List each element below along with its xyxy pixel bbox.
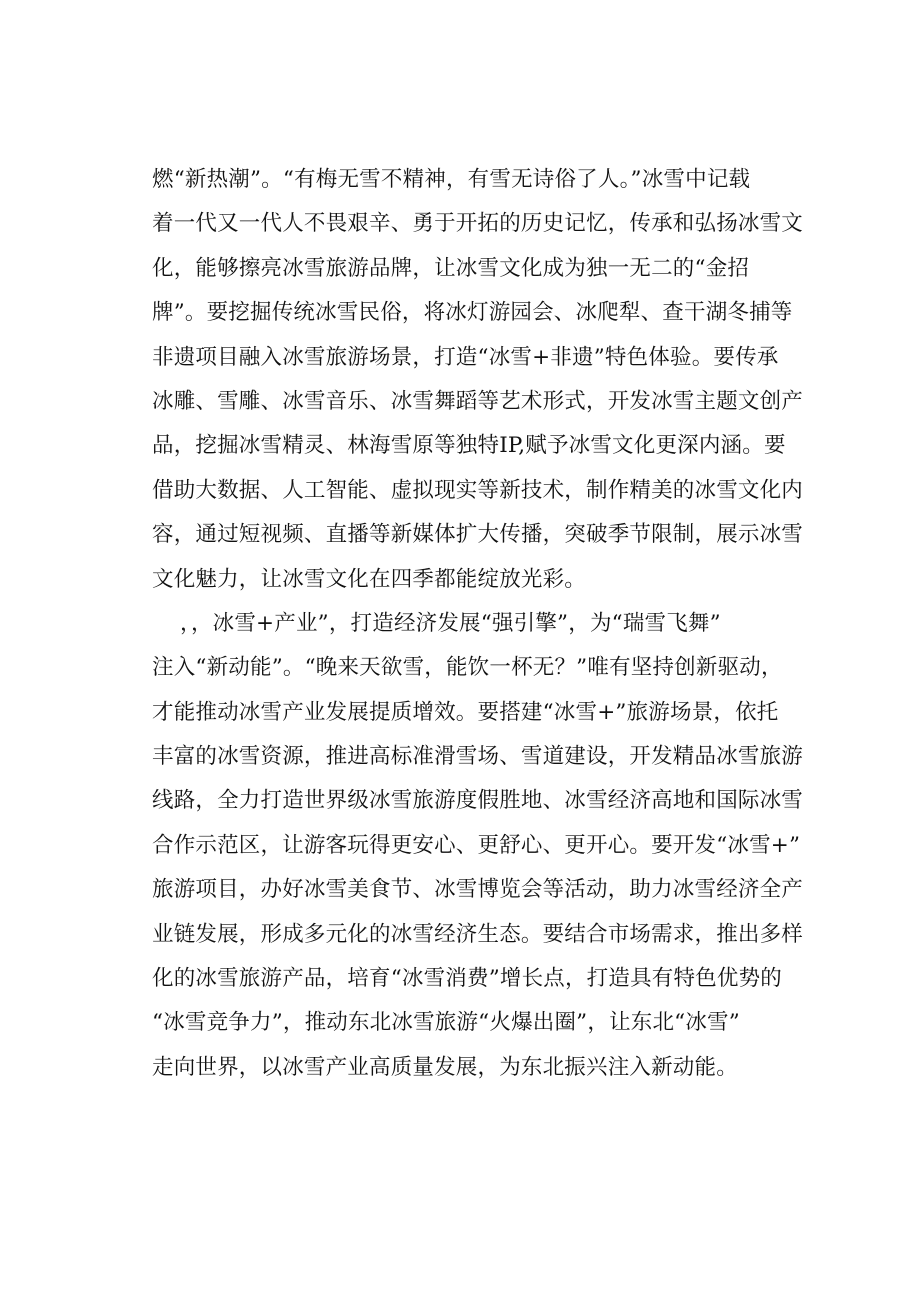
text-line: 借助大数据、人工智能、虚拟现实等新技术，制作精美的冰雪文化内	[152, 477, 804, 503]
text-line: 容，通过短视频、直播等新媒体扩大传播，突破季节限制，展示冰雪	[152, 522, 804, 548]
text-line: 合作示范区，让游客玩得更安心、更舒心、更开心。要开发“冰雪+”	[152, 832, 801, 858]
text-line: 非遗项目融入冰雪旅游场景，打造“冰雪+非遗”特色体验。要传承	[152, 344, 779, 370]
text-line: 业链发展，形成多元化的冰雪经济生态。要结合市场需求，推出多样	[152, 921, 804, 947]
text-line-first: ，，冰雪+产业”，打造经济发展“强引擎”，为“瑞雪飞舞”	[180, 610, 721, 636]
paragraph-ice-snow-industry	[152, 602, 812, 1090]
text-line: 丰富的冰雪资源，推进高标准滑雪场、雪道建设，开发精品冰雪旅游	[152, 744, 804, 770]
text-line: 走向世界，以冰雪产业高质量发展，为东北振兴注入新动能。	[152, 1054, 738, 1080]
text-line: 冰雕、雪雕、冰雪音乐、冰雪舞蹈等艺术形式，开发冰雪主题文创产	[152, 388, 804, 414]
text-line: 才能推动冰雪产业发展提质增效。要搭建“冰雪+”旅游场景，依托	[152, 699, 779, 725]
text-line: “冰雪竞争力”，推动东北冰雪旅游“火爆出圈”，让东北“冰雪”	[152, 1010, 740, 1036]
text-line: 化的冰雪旅游产品，培育“冰雪消费”增长点，打造具有特色优势的	[152, 966, 782, 992]
text-line: 化，能够擦亮冰雪旅游品牌，让冰雪文化成为独一无二的“金招	[152, 255, 750, 281]
text-line: 注入“新动能”。“晚来天欲雪，能饮一杯无？”唯有坚持创新驱动，	[152, 655, 783, 681]
paragraph-ice-snow-culture	[152, 158, 812, 602]
text-line: 品，挖掘冰雪精灵、林海雪原等独特IP,赋予冰雪文化更深内涵。要	[152, 433, 786, 459]
text-line: 线路，全力打造世界级冰雪旅游度假胜地、冰雪经济高地和国际冰雪	[152, 788, 804, 814]
text-line: 牌”。要挖掘传统冰雪民俗，将冰灯游园会、冰爬犁、查干湖冬捕等	[152, 300, 793, 326]
text-line: 着一代又一代人不畏艰辛、勇于开拓的历史记忆，传承和弘扬冰雪文	[152, 211, 804, 237]
text-line: 燃“新热潮”。“有梅无雪不精神，有雪无诗俗了人。”冰雪中记载	[152, 167, 751, 192]
body-text	[152, 158, 812, 1090]
text-line: 文化魅力，让冰雪文化在四季都能绽放光彩。	[152, 566, 587, 592]
text-line: 旅游项目，办好冰雪美食节、冰雪博览会等活动，助力冰雪经济全产	[152, 877, 804, 903]
